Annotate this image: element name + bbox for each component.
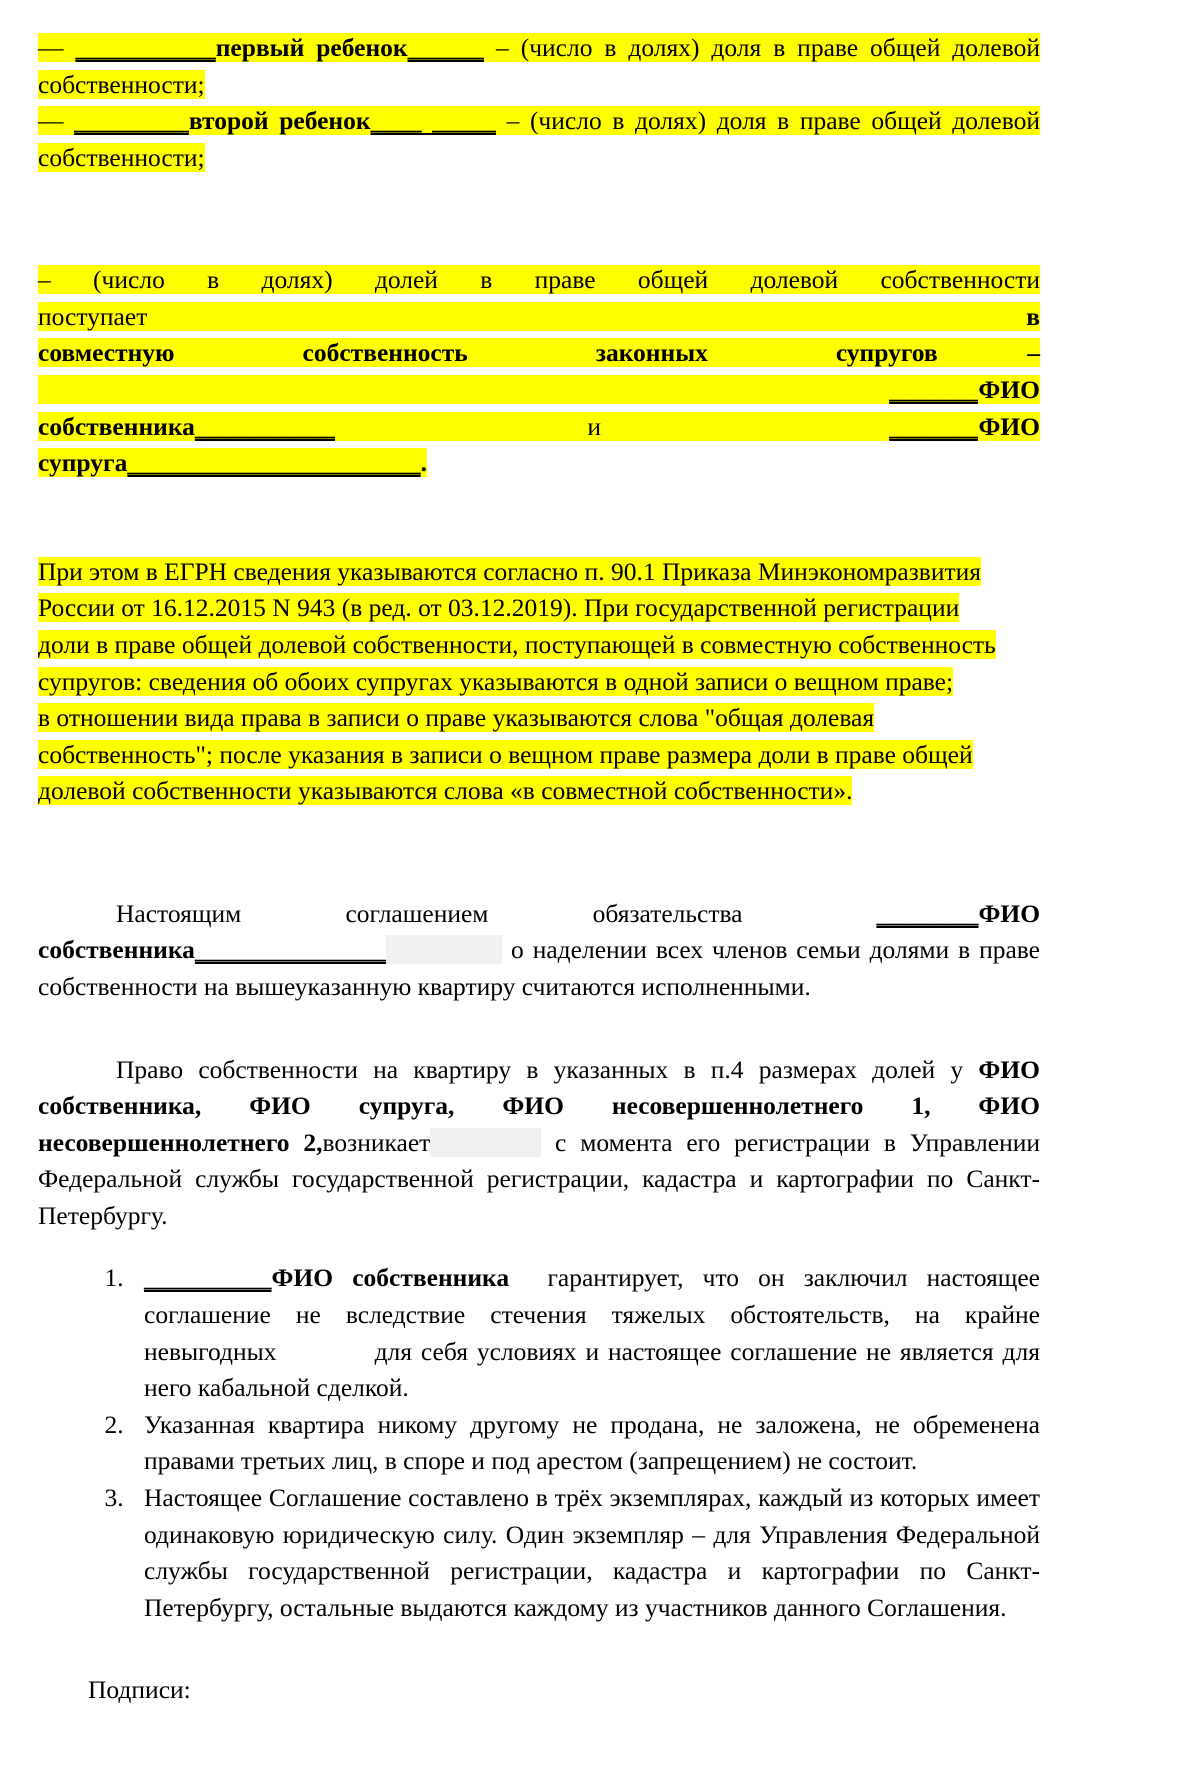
- first-child-tail: – (число в долях) доля в праве общей долевой собственности;: [38, 33, 1040, 99]
- egrn-note-line-4: [38, 664, 1040, 701]
- spouse-underline-1: _______________________: [127, 448, 421, 478]
- spouse-label-supruga: супруга: [38, 448, 128, 478]
- first-child-blank-before: ___________: [75, 33, 216, 62]
- obligations-word-obyazatelstva: обязательства: [592, 898, 743, 928]
- list-item: [130, 1260, 1040, 1406]
- spacer-before-ownership-right: [38, 1006, 1040, 1052]
- egrn-text-5: в отношении вида права в записи о праве указываются слова "общая долевая: [38, 703, 875, 733]
- egrn-text-7: долевой собственности указываются слова «в совместной собственности».: [38, 776, 853, 806]
- list-item: [130, 1407, 1040, 1480]
- first-child-dash: —: [38, 33, 64, 62]
- second-child-dash: —: [38, 106, 64, 136]
- obligations-owner-underline: _______________: [194, 935, 387, 965]
- second-child-blank-after: ____ _____: [370, 106, 496, 136]
- joint-ownership-period: .: [420, 448, 427, 478]
- obligations-gray-gap: [386, 935, 502, 964]
- obligations-owner-blank: ________: [876, 898, 979, 928]
- obligations-rest-text: о наделении всех членов семьи долями в праве собственности на вышеуказанную квартиру считаются исполненными.: [38, 935, 1040, 1001]
- list-item: [130, 1480, 1040, 1626]
- egrn-text-6: собственность"; после указания в записи о вещном праве размера доли в праве общей: [38, 739, 973, 769]
- item1-text-cont: для себя условиях и настоящее соглашение не является для него кабальной сделкой.: [144, 1336, 1040, 1403]
- egrn-note-line-1: [38, 554, 1040, 591]
- spacer-before-obligations: [38, 810, 1040, 896]
- item1-bold-label: ФИО собственника: [271, 1263, 510, 1293]
- owner-label-fio: ФИО: [978, 375, 1040, 405]
- joint-ownership-line-2: [38, 335, 1040, 408]
- egrn-text-4: супругов: сведения об обоих супругах указываются в одной записи о вещном праве;: [38, 666, 954, 696]
- joint-word-zakonnyh: законных: [595, 338, 708, 368]
- joint-word-dash: –: [1027, 338, 1041, 368]
- owner-underline-1: ___________: [194, 411, 336, 441]
- egrn-note-line-2: [38, 590, 1040, 627]
- obligations-line-2: [38, 932, 1040, 1005]
- first-child-label: первый ребенок: [215, 33, 408, 62]
- spacer-before-signatures: [38, 1626, 1040, 1672]
- egrn-note-line-6: [38, 737, 1040, 774]
- egrn-text-2: России от 16.12.2015 N 943 (в ред. от 03.12.2019). При государственной регистрации: [38, 593, 960, 623]
- ownership-right-verb: возникает: [322, 1127, 431, 1157]
- joint-word-sovmestnuyu: совместную: [38, 338, 175, 368]
- egrn-note-line-5: [38, 700, 1040, 737]
- guarantee-list: [38, 1260, 1040, 1626]
- item1-blank: __________: [144, 1263, 272, 1293]
- second-child-blank-before: _________: [74, 106, 189, 136]
- first-child-blank-after: ______: [407, 33, 485, 62]
- joint-conjunction: и: [587, 411, 601, 441]
- signatures-label: Подписи:: [88, 1675, 191, 1705]
- share-line-first-child: [38, 30, 1040, 103]
- joint-ownership-line-3: [38, 409, 1040, 446]
- ownership-right-paragraph: [38, 1052, 1040, 1235]
- joint-ownership-line-4: [38, 445, 1040, 482]
- second-child-tail: – (число в долях) доля в праве общей долевой собственности;: [38, 106, 1040, 172]
- joint-word-suprugov: супругов: [835, 338, 938, 368]
- joint-word-sobstvennost: собственность: [302, 338, 468, 368]
- owner-blank-1: _______: [889, 375, 979, 405]
- joint-ownership-line-1: [38, 262, 1040, 335]
- obligations-word-soglasheniem: соглашением: [345, 898, 489, 928]
- share-line-second-child: [38, 103, 1040, 176]
- spacer-before-list: [38, 1234, 1040, 1260]
- spouse-label-fio: ФИО: [978, 411, 1041, 441]
- egrn-text-1: При этом в ЕГРН сведения указываются согласно п. 90.1 Приказа Минэкономразвития: [38, 556, 982, 586]
- spacer-before-egrn: [38, 482, 1040, 554]
- egrn-text-3: доли в праве общей долевой собственности, поступающей в совместную собственность: [38, 629, 996, 659]
- second-child-label: второй ребенок: [188, 106, 371, 136]
- obligations-line-1: [38, 896, 1040, 933]
- ownership-right-intro: Право собственности на квартиру в указанных в п.4 размерах долей у: [116, 1054, 964, 1084]
- joint-ownership-text-1: – (число в долях) долей в праве общей долевой собственности поступает: [38, 265, 1040, 331]
- egrn-note-line-3: [38, 627, 1040, 664]
- ownership-right-rest: с момента его регистрации в Управлении Федеральной службы государственной регистрации, кадастра и картографии по Санкт-Петербургу.: [38, 1127, 1041, 1230]
- item3-text: Настоящее Соглашение составлено в трёх экземплярах, каждый из которых имеет одинаковую юридическую силу. Один экземпляр – для Управления Федеральной службы государственной регистрации, кадастра и картографии по Санкт-Петербургу, остальные выдаются каждому из участников данного Соглашения.: [144, 1482, 1040, 1622]
- spacer-after-children: [38, 176, 1040, 262]
- item1-text: гарантирует, что он заключил настоящее соглашение не вследствие стечения тяжелых обстоятельств, на крайне невыгодных: [144, 1263, 1040, 1366]
- egrn-note-line-7: [38, 773, 1040, 810]
- obligations-word-nastoyashchim: Настоящим: [116, 898, 242, 928]
- obligations-owner-sobstvennika: собственника: [38, 935, 195, 965]
- owner-label-sobstvennika: собственника: [38, 411, 195, 441]
- obligations-owner-fio: ФИО: [978, 898, 1041, 928]
- item2-text: Указанная квартира никому другому не продана, не заложена, не обременена правами третьих лиц, в споре и под арестом (запрещением) не состоит.: [144, 1409, 1040, 1476]
- spouse-blank-1: _______: [889, 411, 979, 441]
- ownership-right-parties: ФИО собственника, ФИО супруга, ФИО несовершеннолетнего 1, ФИО несовершеннолетнего 2,: [38, 1054, 1040, 1157]
- joint-ownership-preposition: в: [1026, 301, 1040, 331]
- ownership-right-gray-gap: [430, 1128, 541, 1157]
